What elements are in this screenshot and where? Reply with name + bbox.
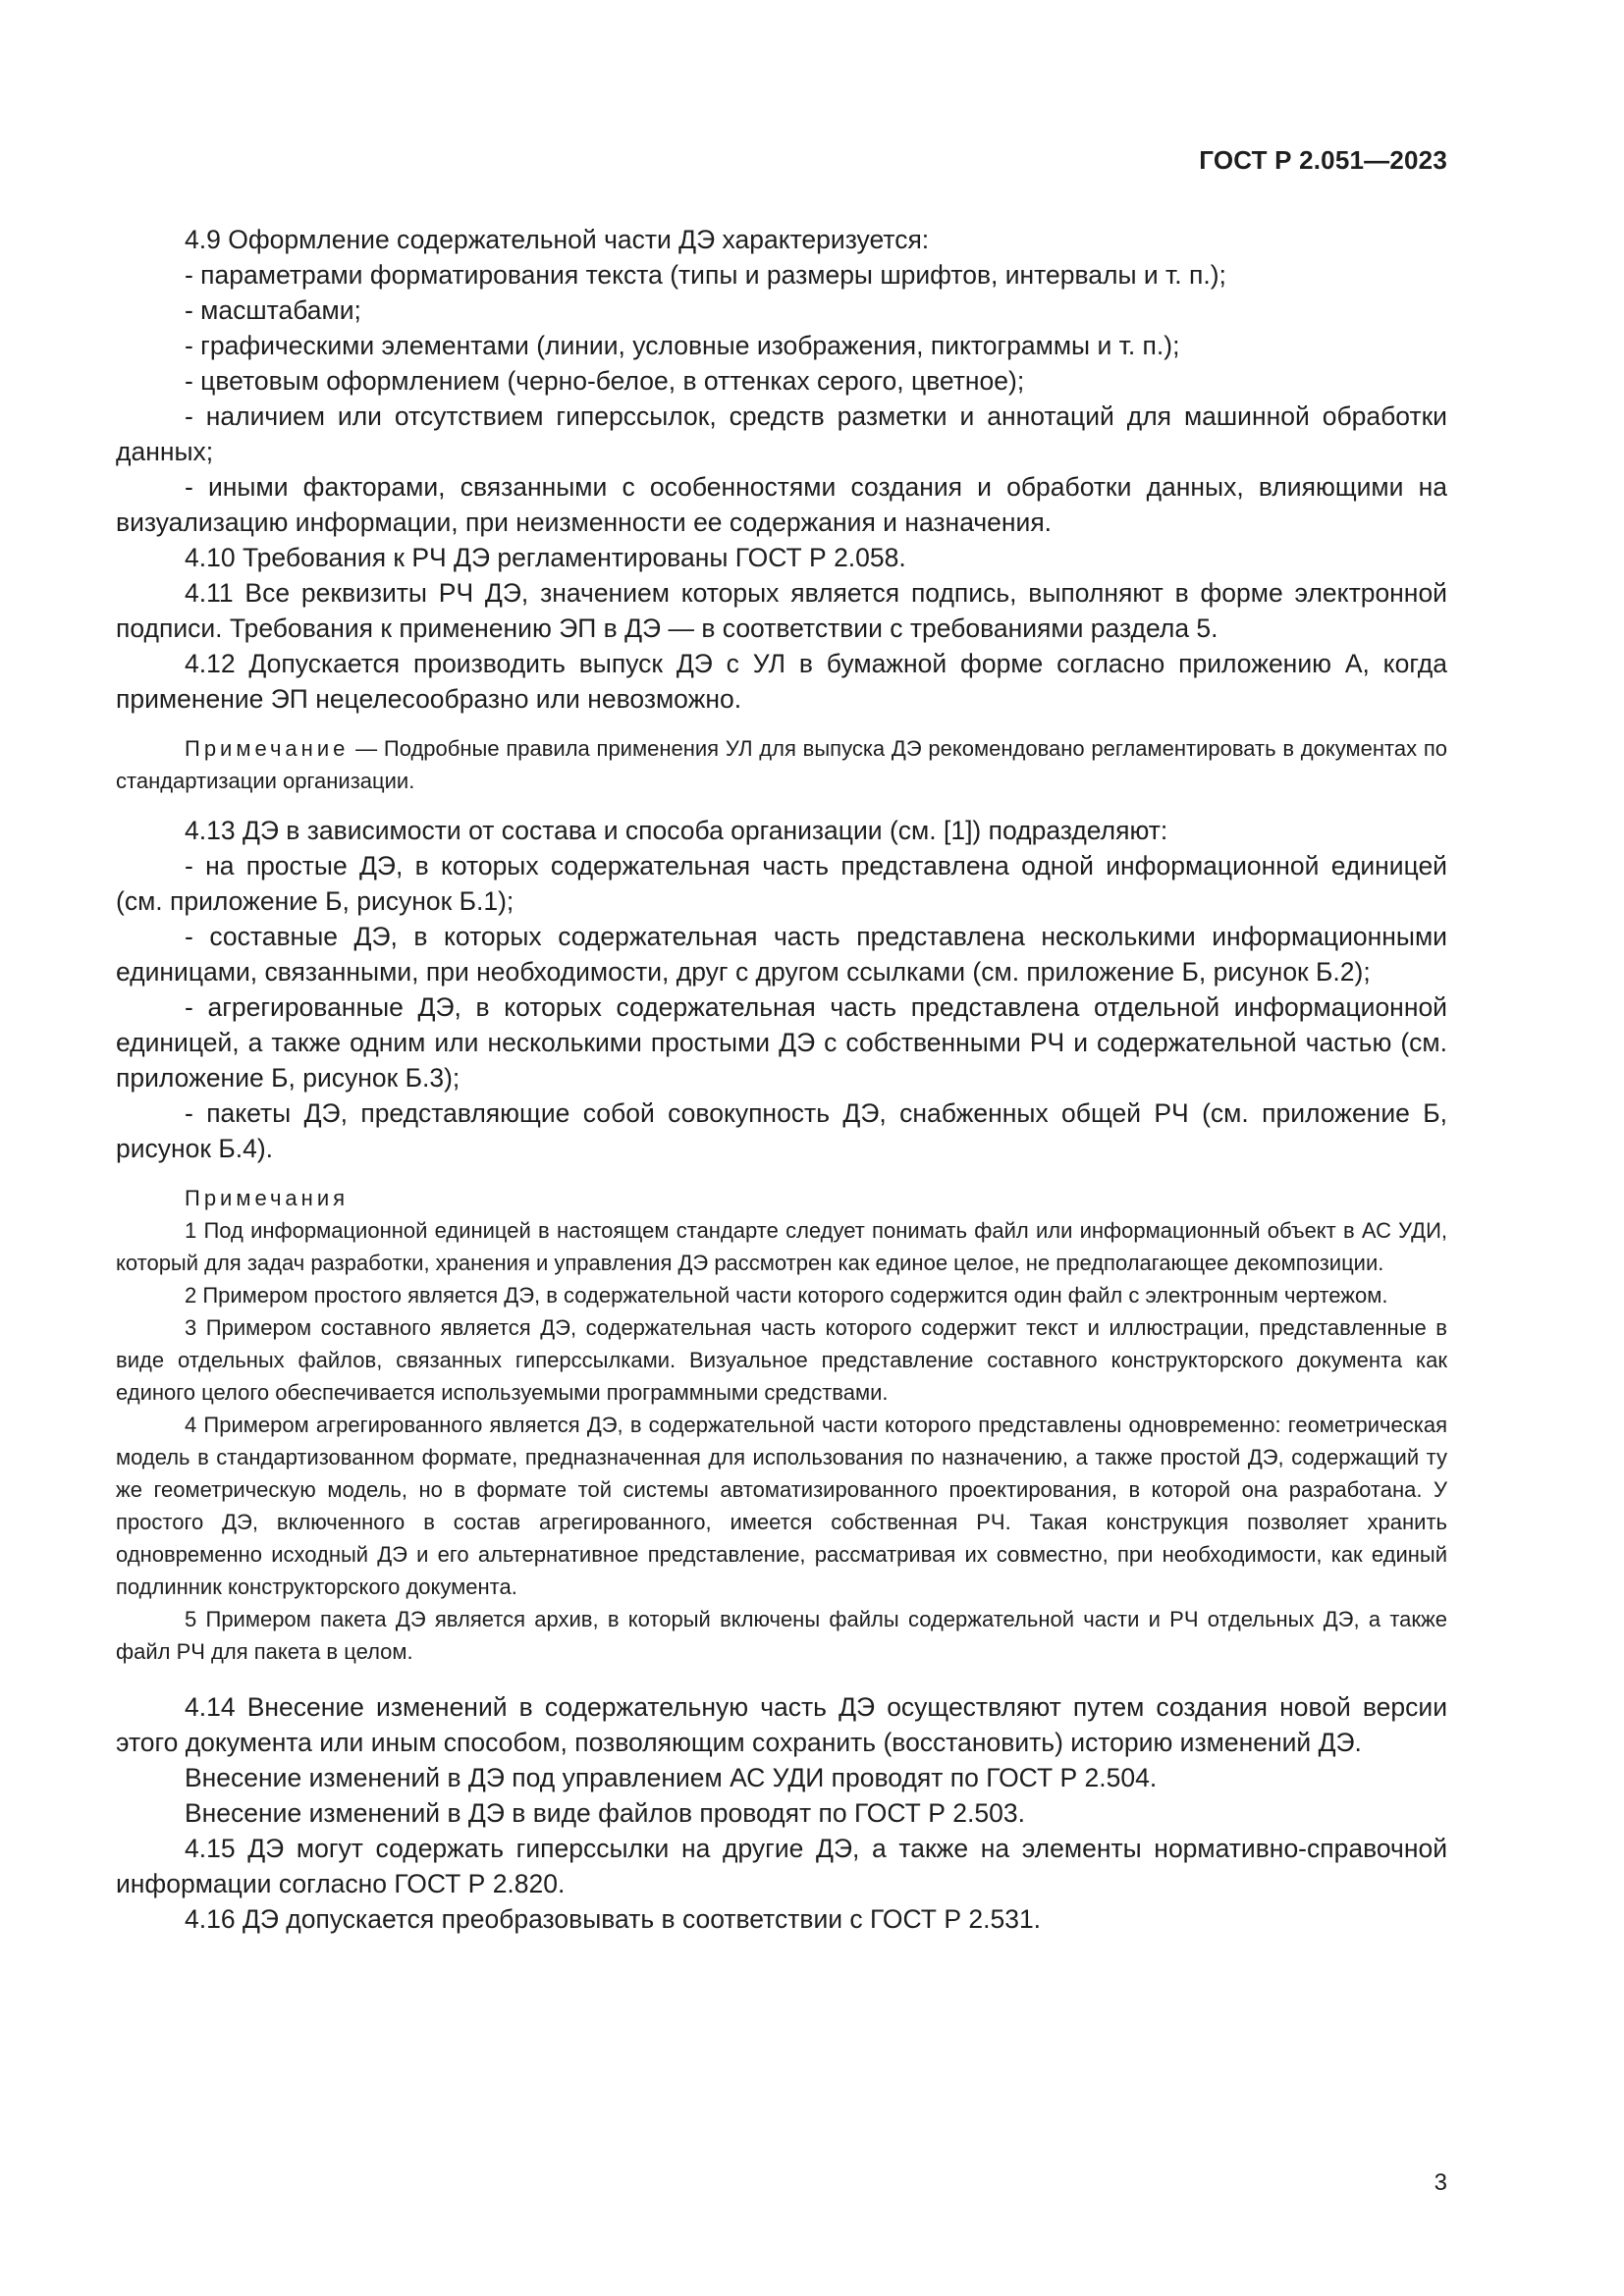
section-4-10: 4.10 Требования к РЧ ДЭ регламентированы ГОСТ Р 2.058. bbox=[185, 543, 906, 572]
list-item: - цветовым оформлением (черно-белое, в оттенках серого, цветное); bbox=[185, 366, 1025, 396]
note-item: 1 Под информационной единицей в настоящем стандарте следует понимать файл или информационный объект в АС УДИ, который для задач разработки, хранения и управления ДЭ рассмотрен как единое целое, не предполагающее декомпозиции. bbox=[116, 1218, 1447, 1275]
document-code-header: ГОСТ Р 2.051—2023 bbox=[1199, 145, 1447, 175]
note-item: 4 Примером агрегированного является ДЭ, в содержательной части которого представлены одновременно: геометрическая модель в стандартизованном формате, предназначенная для использования по назначению, а также простой ДЭ, содержащий ту же геометрическую модель, но в формате той системы автоматизированного проектирования, в которой она разработана. У простого ДЭ, включенного в состав агрегированного, имеется собственная РЧ. Такая конструкция позволяет хранить одновременно исходный ДЭ и его альтернативное представление, рассматривая их совместно, при необходимости, как единый подлинник конструкторского документа. bbox=[116, 1413, 1447, 1599]
note-item: 5 Примером пакета ДЭ является архив, в который включены файлы содержательной части и РЧ отдельных ДЭ, а также файл РЧ для пакета в целом. bbox=[116, 1607, 1447, 1664]
document-body bbox=[116, 222, 1447, 1937]
section-4-14-extra: Внесение изменений в ДЭ под управлением АС УДИ проводят по ГОСТ Р 2.504. bbox=[185, 1763, 1158, 1792]
list-item: - параметрами форматирования текста (типы и размеры шрифтов, интервалы и т. п.); bbox=[185, 260, 1226, 290]
note-label: Примечание bbox=[185, 736, 350, 761]
list-item: - на простые ДЭ, в которых содержательная часть представлена одной информационной единицей (см. приложение Б, рисунок Б.1); bbox=[116, 851, 1447, 916]
list-item: - графическими элементами (линии, условные изображения, пиктограммы и т. п.); bbox=[185, 331, 1180, 360]
section-4-9-intro: 4.9 Оформление содержательной части ДЭ характеризуется: bbox=[185, 225, 930, 254]
list-item: - иными факторами, связанными с особенностями создания и обработки данных, влияющими на визуализацию информации, при неизменности ее содержания и назначения. bbox=[116, 472, 1447, 537]
section-4-15: 4.15 ДЭ могут содержать гиперссылки на другие ДЭ, а также на элементы нормативно-справочной информации согласно ГОСТ Р 2.820. bbox=[116, 1834, 1447, 1898]
section-4-13-intro: 4.13 ДЭ в зависимости от состава и способа организации (см. [1]) подразделяют: bbox=[185, 816, 1168, 845]
list-item: - пакеты ДЭ, представляющие собой совокупность ДЭ, снабженных общей РЧ (см. приложение Б, рисунок Б.4). bbox=[116, 1098, 1447, 1163]
notes-label: Примечания bbox=[185, 1186, 350, 1210]
page-number: 3 bbox=[1434, 2169, 1447, 2196]
note-text: — Подробные правила применения УЛ для выпуска ДЭ рекомендовано регламентировать в документах по стандартизации организации. bbox=[116, 736, 1447, 793]
note-item: 3 Примером составного является ДЭ, содержательная часть которого содержит текст и иллюстрации, представленные в виде отдельных файлов, связанных гиперссылками. Визуальное представление составного конструкторского документа как единого целого обеспечивается используемыми программными средствами. bbox=[116, 1315, 1447, 1405]
section-4-14: 4.14 Внесение изменений в содержательную часть ДЭ осуществляют путем создания новой версии этого документа или иным способом, позволяющим сохранить (восстановить) историю изменений ДЭ. bbox=[116, 1692, 1447, 1757]
document-page bbox=[116, 0, 1447, 2296]
section-4-16: 4.16 ДЭ допускается преобразовывать в соответствии с ГОСТ Р 2.531. bbox=[185, 1904, 1042, 1934]
list-item: - наличием или отсутствием гиперссылок, средств разметки и аннотаций для машинной обработки данных; bbox=[116, 401, 1447, 466]
section-4-14-extra: Внесение изменений в ДЭ в виде файлов проводят по ГОСТ Р 2.503. bbox=[185, 1798, 1025, 1828]
list-item: - составные ДЭ, в которых содержательная часть представлена несколькими информационными единицами, связанными, при необходимости, друг с другом ссылками (см. приложение Б, рисунок Б.2); bbox=[116, 922, 1447, 987]
list-item: - масштабами; bbox=[185, 295, 361, 325]
section-4-12: 4.12 Допускается производить выпуск ДЭ с УЛ в бумажной форме согласно приложению А, когда применение ЭП нецелесообразно или невозможно. bbox=[116, 649, 1447, 714]
list-item: - агрегированные ДЭ, в которых содержательная часть представлена отдельной информационной единицей, а также одним или несколькими простыми ДЭ с собственными РЧ и содержательной частью (см. приложение Б, рисунок Б.3); bbox=[116, 992, 1447, 1093]
section-4-11: 4.11 Все реквизиты РЧ ДЭ, значением которых является подпись, выполняют в форме электронной подписи. Требования к применению ЭП в ДЭ — в соответствии с требованиями раздела 5. bbox=[116, 578, 1447, 643]
note-item: 2 Примером простого является ДЭ, в содержательной части которого содержится один файл с электронным чертежом. bbox=[185, 1283, 1388, 1308]
note-paragraph bbox=[116, 732, 1447, 797]
